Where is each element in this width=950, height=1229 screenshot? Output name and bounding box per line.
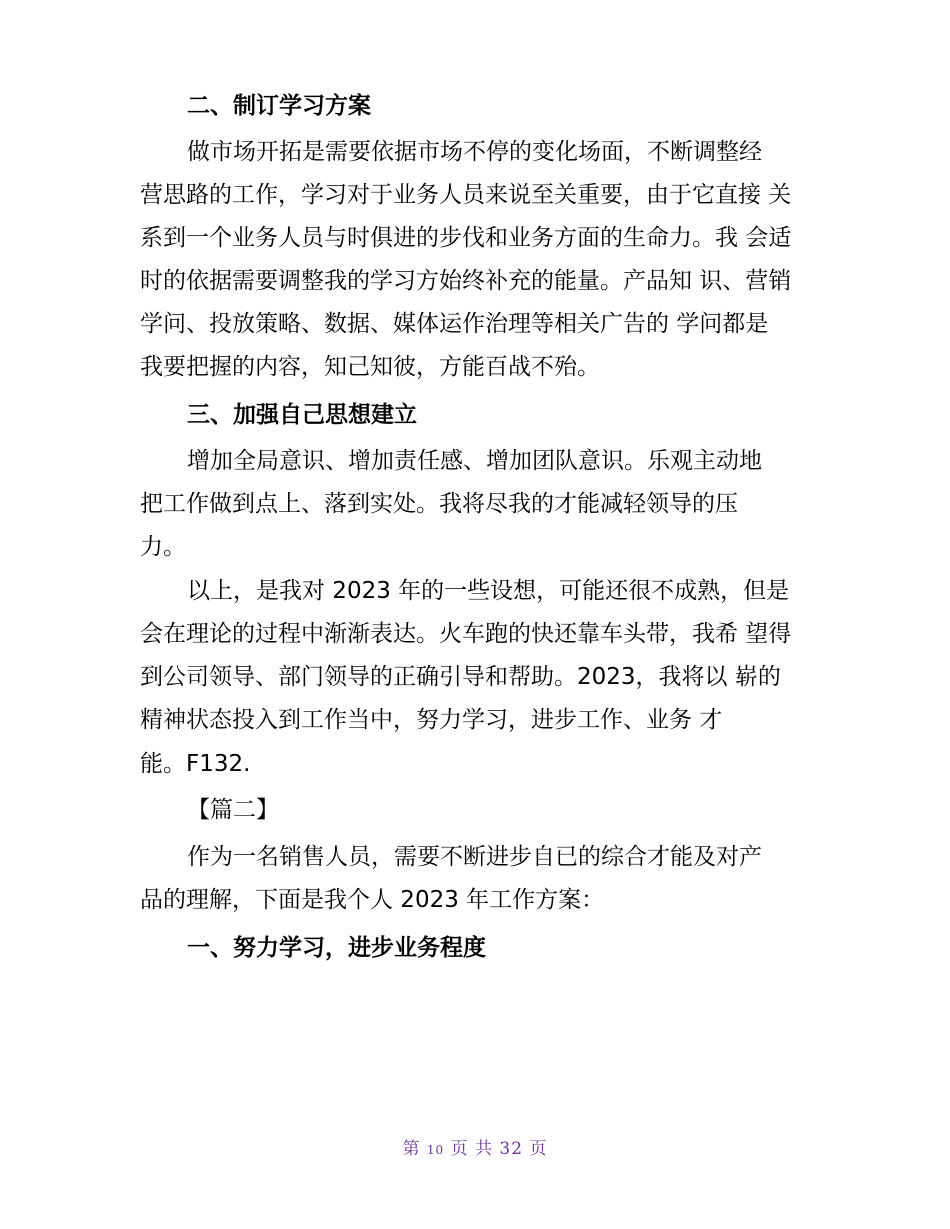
footer-middle: 页 共 xyxy=(450,1139,494,1159)
section-heading-thought: 三、加强自己思想建立 xyxy=(187,402,417,428)
paragraph-line: 以上，是我对 2023 年的一些设想，可能还很不成熟，但是 xyxy=(187,578,790,604)
page-footer xyxy=(0,1134,950,1159)
footer-suffix: 页 xyxy=(529,1139,548,1159)
paragraph-line: 时的依据需要调整我的学习方始终补充的能量。产品知 识、营销 xyxy=(140,268,792,294)
paragraph-line: 做市场开拓是需要依据市场不停的变化场面，不断调整经 xyxy=(187,139,762,165)
paragraph-line: 系到一个业务人员与时俱进的步伐和业务方面的生命力。我 会适 xyxy=(140,225,792,251)
paragraph-line: 会在理论的过程中渐渐表达。火车跑的快还靠车头带，我希 望得 xyxy=(140,621,792,647)
paragraph-line: 学问、投放策略、数据、媒体运作治理等相关广告的 学问都是 xyxy=(140,311,769,337)
current-page-number: 10 xyxy=(426,1143,445,1157)
paragraph-line: 精神状态投入到工作当中，努力学习，进步工作、业务 才 xyxy=(140,707,723,733)
paragraph-line: 力。 xyxy=(140,534,186,560)
paragraph-line: 把工作做到点上、落到实处。我将尽我的才能减轻领导的压 xyxy=(140,491,738,517)
paragraph-line: 品的理解，下面是我个人 2023 年工作方案： xyxy=(140,887,605,913)
section-heading-study: 一、努力学习，进步业务程度 xyxy=(187,935,486,961)
paragraph-line: 到公司领导、部门领导的正确引导和帮助。2023，我将以 崭的 xyxy=(140,664,781,690)
paragraph-line: 能。F132. xyxy=(140,751,251,777)
paragraph-line: 作为一名销售人员，需要不断进步自已的综合才能及对产 xyxy=(187,844,762,870)
total-page-count: 32 xyxy=(499,1139,524,1159)
paragraph-line: 营思路的工作，学习对于业务人员来说至关重要，由于它直接 关 xyxy=(140,182,792,208)
paragraph-line: 我要把握的内容，知己知彼，方能百战不殆。 xyxy=(140,354,600,380)
part-label: 【篇二】 xyxy=(187,797,279,823)
footer-prefix: 第 xyxy=(402,1139,421,1159)
paragraph-line: 增加全局意识、增加责任感、增加团队意识。乐观主动地 xyxy=(187,448,762,474)
section-heading-plan: 二、制订学习方案 xyxy=(187,93,371,119)
